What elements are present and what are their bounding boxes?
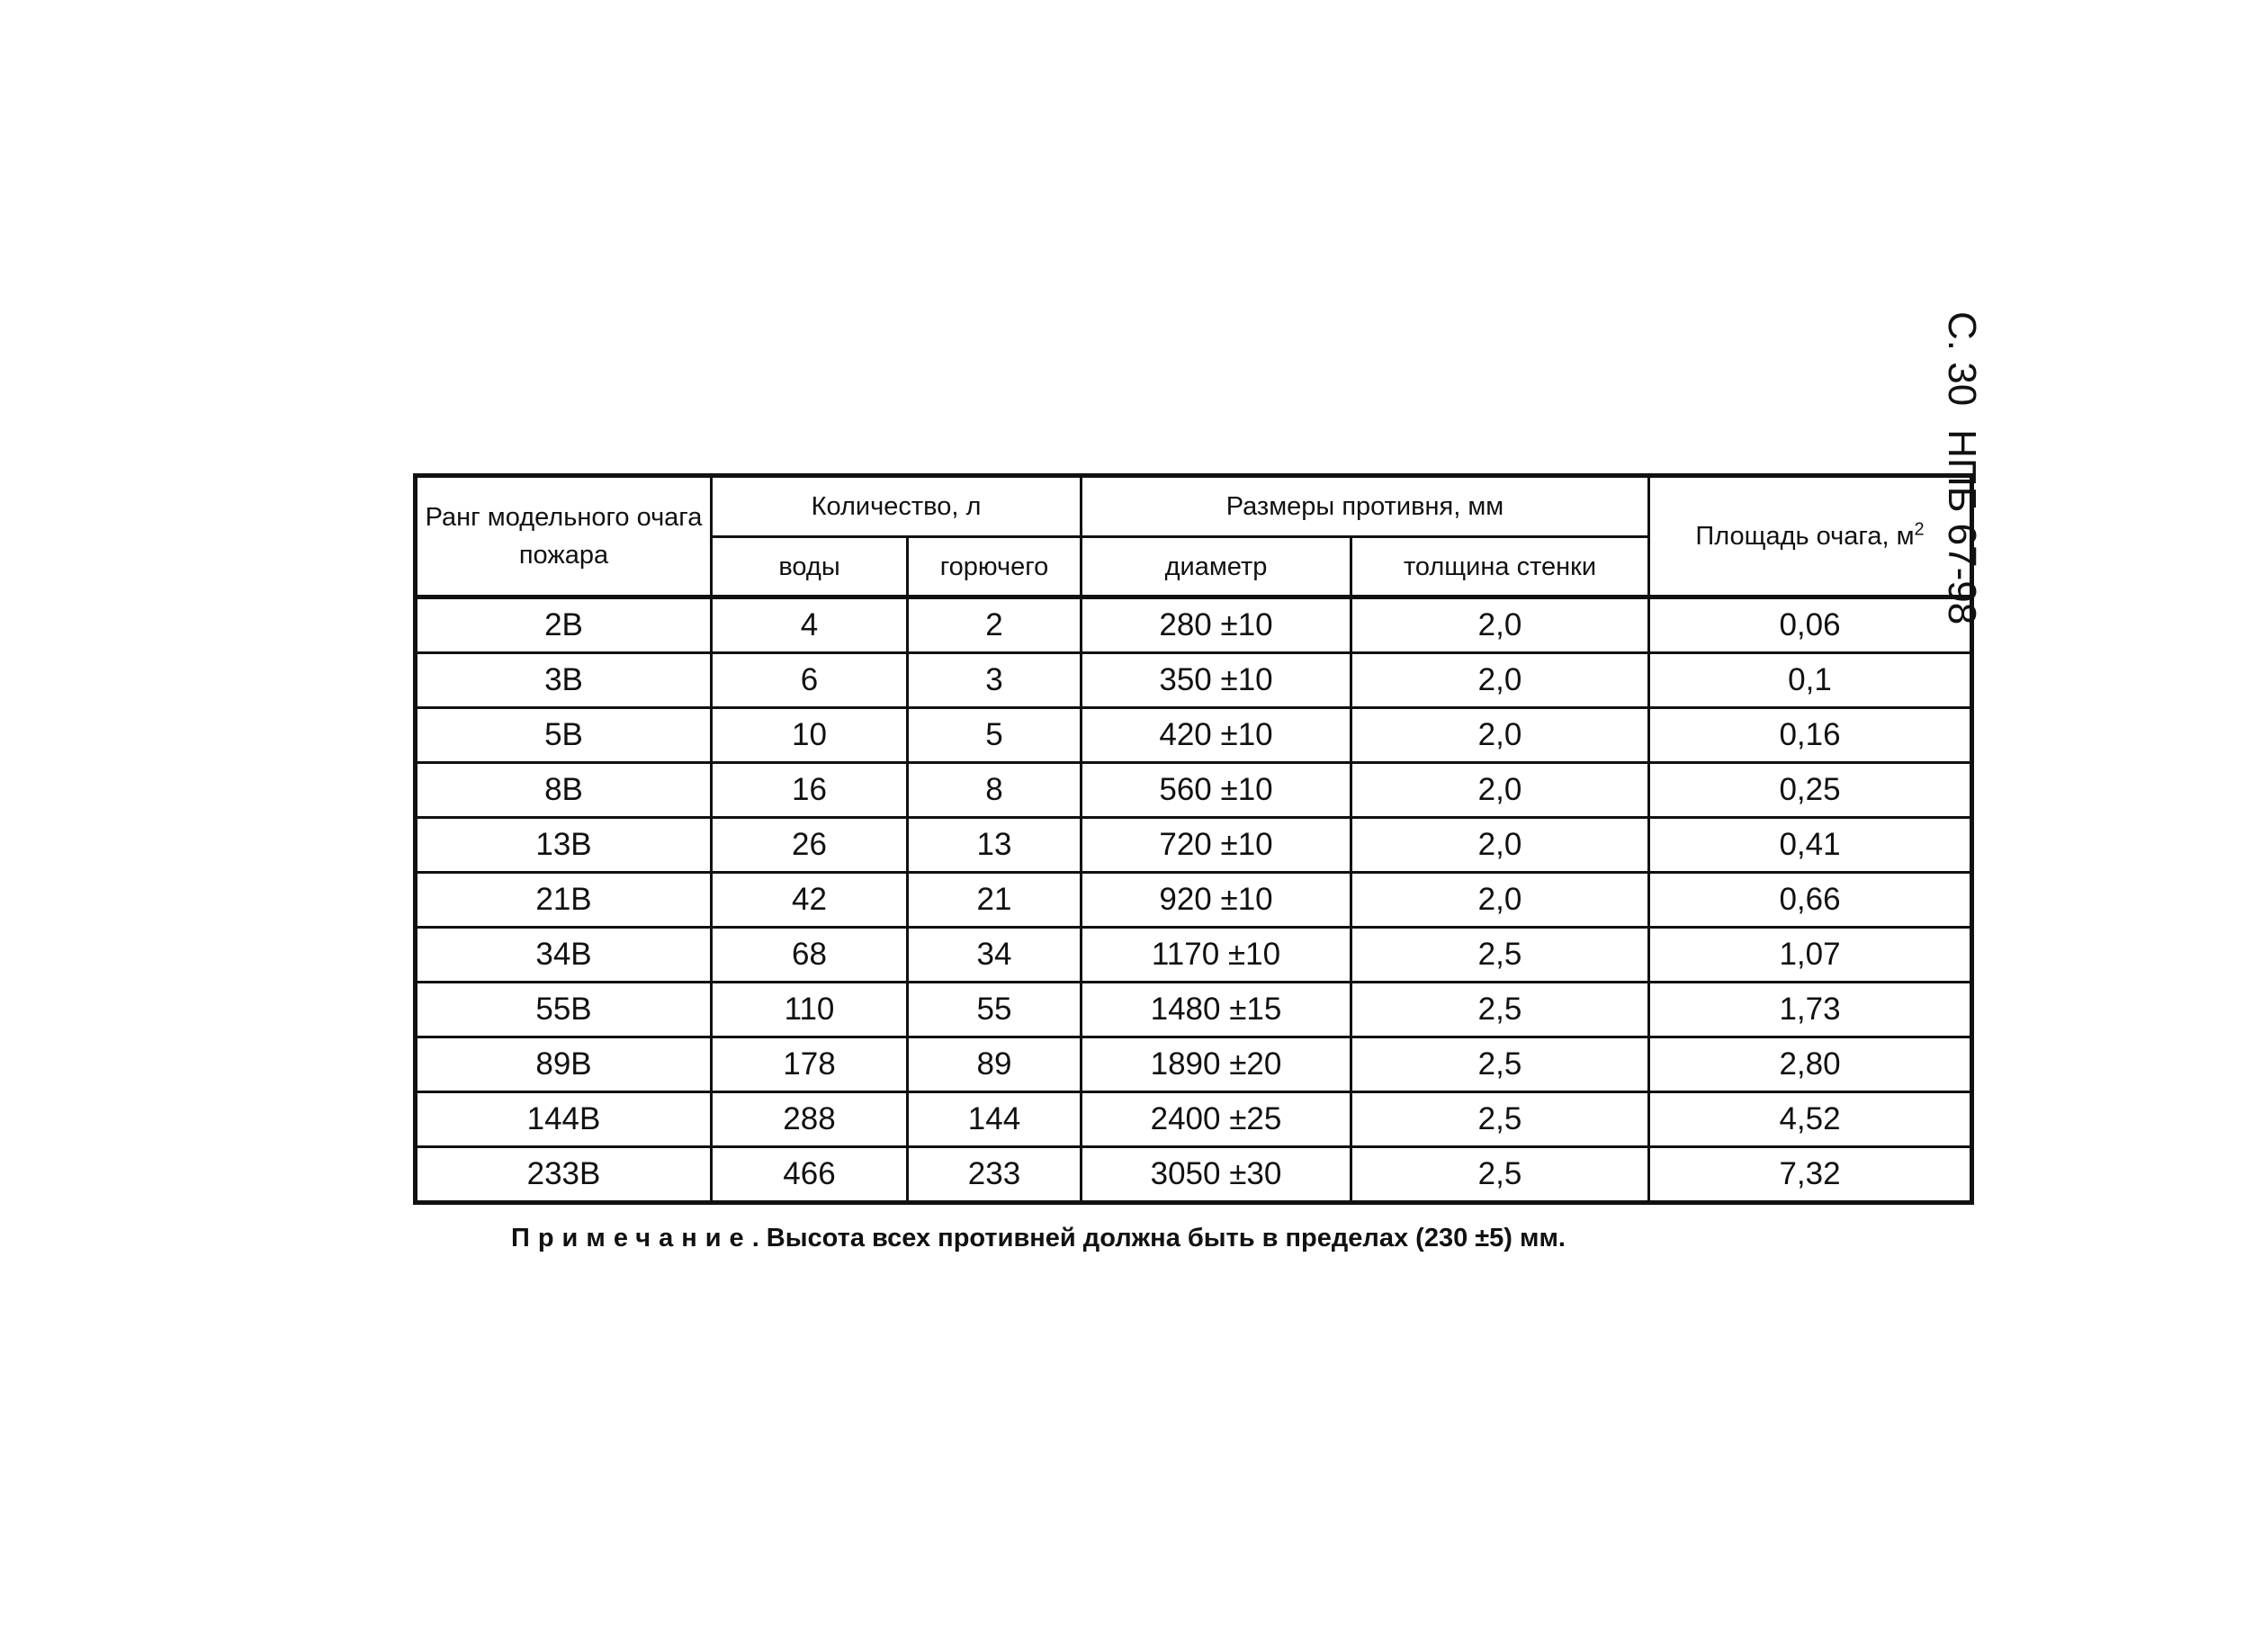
- cell-water: 68: [712, 928, 908, 983]
- cell-rank: 144В: [416, 1092, 712, 1147]
- cell-wall: 2,5: [1351, 1147, 1649, 1203]
- cell-fuel: 8: [908, 763, 1082, 818]
- note-label: Примечание: [511, 1224, 752, 1252]
- cell-diameter: 420 ±10: [1082, 708, 1351, 763]
- group-header-quantity: Количество, л: [712, 476, 1082, 537]
- table-note: [511, 1224, 1566, 1253]
- cell-wall: 2,5: [1351, 1092, 1649, 1147]
- cell-area: 2,80: [1649, 1037, 1972, 1092]
- cell-area: 0,1: [1649, 653, 1972, 708]
- cell-rank: 3В: [416, 653, 712, 708]
- column-header-fuel: горючего: [908, 537, 1082, 597]
- cell-water: 110: [712, 983, 908, 1037]
- cell-rank: 233В: [416, 1147, 712, 1203]
- cell-wall: 2,0: [1351, 653, 1649, 708]
- cell-water: 4: [712, 597, 908, 653]
- cell-diameter: 1170 ±10: [1082, 928, 1351, 983]
- cell-fuel: 21: [908, 873, 1082, 928]
- cell-area: 0,41: [1649, 818, 1972, 873]
- cell-water: 26: [712, 818, 908, 873]
- document-code: НПБ 67-98: [1940, 429, 1984, 625]
- cell-wall: 2,5: [1351, 983, 1649, 1037]
- page-number: С. 30: [1940, 311, 1984, 407]
- cell-fuel: 233: [908, 1147, 1082, 1203]
- table-row: [416, 653, 1972, 708]
- cell-diameter: 720 ±10: [1082, 818, 1351, 873]
- cell-wall: 2,0: [1351, 873, 1649, 928]
- cell-diameter: 3050 ±30: [1082, 1147, 1351, 1203]
- cell-diameter: 1890 ±20: [1082, 1037, 1351, 1092]
- cell-rank: 13В: [416, 818, 712, 873]
- cell-fuel: 144: [908, 1092, 1082, 1147]
- cell-fuel: 2: [908, 597, 1082, 653]
- table-row: [416, 708, 1972, 763]
- cell-water: 16: [712, 763, 908, 818]
- cell-water: 6: [712, 653, 908, 708]
- cell-rank: 2В: [416, 597, 712, 653]
- cell-water: 288: [712, 1092, 908, 1147]
- table-row: [416, 873, 1972, 928]
- cell-diameter: 1480 ±15: [1082, 983, 1351, 1037]
- table-row: [416, 1092, 1972, 1147]
- cell-water: 178: [712, 1037, 908, 1092]
- table-body: [416, 597, 1972, 1203]
- cell-fuel: 89: [908, 1037, 1082, 1092]
- table-row: [416, 1037, 1972, 1092]
- column-header-water: воды: [712, 537, 908, 597]
- column-header-area: Площадь очага, $м^2$: [1649, 476, 1972, 597]
- cell-wall: 2,5: [1351, 1037, 1649, 1092]
- cell-water: 42: [712, 873, 908, 928]
- cell-area: 0,06: [1649, 597, 1972, 653]
- cell-fuel: 5: [908, 708, 1082, 763]
- cell-rank: 8В: [416, 763, 712, 818]
- group-header-tray-size: Размеры противня, мм: [1082, 476, 1649, 537]
- column-header-wall-thickness: толщина стенки: [1351, 537, 1649, 597]
- cell-wall: 2,0: [1351, 708, 1649, 763]
- cell-rank: 21В: [416, 873, 712, 928]
- table-row: [416, 597, 1972, 653]
- cell-water: 466: [712, 1147, 908, 1203]
- table-row: [416, 983, 1972, 1037]
- cell-wall: 2,0: [1351, 597, 1649, 653]
- cell-diameter: 280 ±10: [1082, 597, 1351, 653]
- cell-area: 0,25: [1649, 763, 1972, 818]
- cell-area: 7,32: [1649, 1147, 1972, 1203]
- cell-fuel: 13: [908, 818, 1082, 873]
- cell-area: 0,16: [1649, 708, 1972, 763]
- table-row: [416, 928, 1972, 983]
- cell-wall: 2,0: [1351, 818, 1649, 873]
- cell-diameter: 350 ±10: [1082, 653, 1351, 708]
- cell-water: 10: [712, 708, 908, 763]
- cell-area: 1,07: [1649, 928, 1972, 983]
- table-row: [416, 1147, 1972, 1203]
- note-text: . Высота всех противней должна быть в пределах (230 ±5) мм.: [751, 1224, 1566, 1252]
- cell-fuel: 3: [908, 653, 1082, 708]
- cell-rank: 55В: [416, 983, 712, 1037]
- cell-wall: 2,0: [1351, 763, 1649, 818]
- cell-fuel: 55: [908, 983, 1082, 1037]
- cell-area: 0,66: [1649, 873, 1972, 928]
- cell-wall: 2,5: [1351, 928, 1649, 983]
- column-header-rank: Ранг модельного очага пожара: [416, 476, 712, 597]
- cell-diameter: 2400 ±25: [1082, 1092, 1351, 1147]
- cell-rank: 5В: [416, 708, 712, 763]
- cell-diameter: 920 ±10: [1082, 873, 1351, 928]
- cell-rank: 89В: [416, 1037, 712, 1092]
- cell-rank: 34В: [416, 928, 712, 983]
- column-header-diameter: диаметр: [1082, 537, 1351, 597]
- cell-diameter: 560 ±10: [1082, 763, 1351, 818]
- cell-area: 4,52: [1649, 1092, 1972, 1147]
- table-row: [416, 763, 1972, 818]
- fire-rank-table: [413, 473, 1974, 1205]
- cell-fuel: 34: [908, 928, 1082, 983]
- table-row: [416, 818, 1972, 873]
- cell-area: 1,73: [1649, 983, 1972, 1037]
